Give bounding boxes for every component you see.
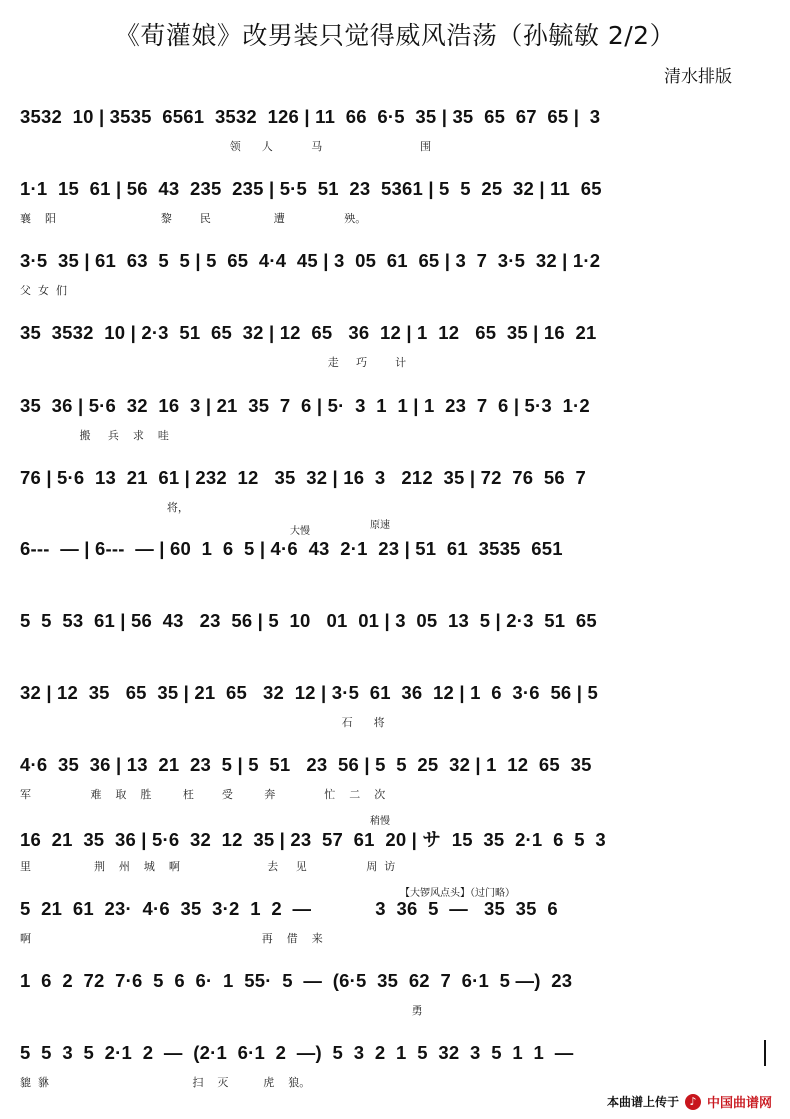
lyric-text: 里 荆 州 城 啊 去 见 周 访 [20, 860, 396, 873]
score-line [20, 250, 772, 320]
notation-text: 32 | 12 35 65 35 | 21 65 32 12 | 3·5 61 36 12 | 1 6 3·6 56 | 5 [20, 682, 598, 703]
score-line [20, 816, 772, 896]
lyric-text: 将， [20, 501, 189, 514]
score-line [20, 467, 772, 537]
notation-text: 3532 10 | 3535 6561 3532 126 | 11 66 6·5 35 | 35 65 67 65 | 3 [20, 106, 601, 127]
lyric-text: 石 将 [20, 716, 385, 729]
notation-text: 5 5 53 61 | 56 43 23 56 | 5 10 01 01 | 3 05 13 5 | 2·3 51 65 [20, 610, 597, 631]
lyric-text: 军 难 取 胜 枉 受 奔 忙 二 次 [20, 788, 386, 801]
score-line [20, 610, 772, 680]
score-title: 《荀灌娘》改男装只觉得威风浩荡（孙毓敏 2/2） [114, 21, 676, 50]
footer-credit [607, 1092, 772, 1111]
notation-text: 1 6 2 72 7·6 5 6 6· 1 55· 5 — (6·5 35 62 7 6·1 5 —) 23 [20, 970, 573, 991]
lyric-text: 领 人 马 围 [20, 140, 432, 153]
score-line [20, 520, 772, 608]
notation-text: 3·5 35 | 61 63 5 5 | 5 65 4·4 45 | 3 05 61 65 | 3 7 3·5 32 | 1·2 [20, 250, 601, 271]
notation-text: 5 21 61 23· 4·6 35 3·2 1 2 — 3 36 5 — 35 35 6 [20, 898, 558, 919]
notation-text: 16 21 35 36 | 5·6 32 12 35 | 23 57 61 20 | サ 15 35 2·1 6 5 3 [20, 829, 606, 850]
lyric-text: 貔 貅 扫 灭 虎 狼。 [20, 1076, 311, 1089]
score-line [20, 970, 772, 1040]
score-line [20, 888, 772, 968]
notation-text: 6--- — | 6--- — | 60 1 6 5 | 4·6 43 2·1 23 | 51 61 3535 651 [20, 538, 563, 559]
notation-text: 76 | 5·6 13 21 61 | 232 12 35 32 | 16 3 212 35 | 72 76 56 7 [20, 467, 587, 488]
score-line [20, 682, 772, 752]
tempo-marking: 大慢 [290, 526, 310, 537]
tempo-marking: 稍慢 [370, 816, 390, 827]
footer-text: 本曲谱上传于 [606, 1095, 679, 1109]
lyric-text: 啊 再 借 来 [20, 932, 323, 945]
lyric-text: 勇 [20, 1004, 423, 1017]
tempo-marking: 原速 [370, 520, 390, 531]
score-line [20, 106, 772, 176]
section-marking: 【大锣风点头】（过门略） [400, 888, 515, 899]
notation-text: 4·6 35 36 | 13 21 23 5 | 5 51 23 56 | 5 5 25 32 | 1 12 65 35 [20, 754, 592, 775]
lyric-text: 搬 兵 求 哇 [20, 429, 169, 442]
score-line [20, 395, 772, 465]
notation-text: 35 36 | 5·6 32 16 3 | 21 35 7 6 | 5· 3 1 1 | 1 23 7 6 | 5·3 1·2 [20, 395, 590, 416]
score-line [20, 322, 772, 392]
lyric-text: 走 巧 计 [20, 356, 407, 369]
notation-text: 1·1 15 61 | 56 43 235 235 | 5·5 51 23 5361 | 5 5 25 32 | 11 65 [20, 178, 602, 199]
arranger-credit: 清水排版 [664, 67, 732, 87]
score-line [20, 178, 772, 248]
notation-text: 5 5 3 5 2·1 2 — (2·1 6·1 2 —) 5 3 2 1 5 32 3 5 1 1 — [20, 1042, 574, 1063]
site-name[interactable]: 中国曲谱网 [706, 1096, 772, 1111]
final-barline [764, 1040, 766, 1066]
lyric-text: 襄 阳 黎 民 遭 殃。 [20, 212, 367, 225]
lyric-text: 父 女 们 [20, 284, 67, 297]
notation-text: 35 3532 10 | 2·3 51 65 32 | 12 65 36 12 | 1 12 65 35 | 16 21 [20, 322, 597, 343]
score-line [20, 754, 772, 824]
site-logo-icon: ♪ [685, 1094, 701, 1110]
